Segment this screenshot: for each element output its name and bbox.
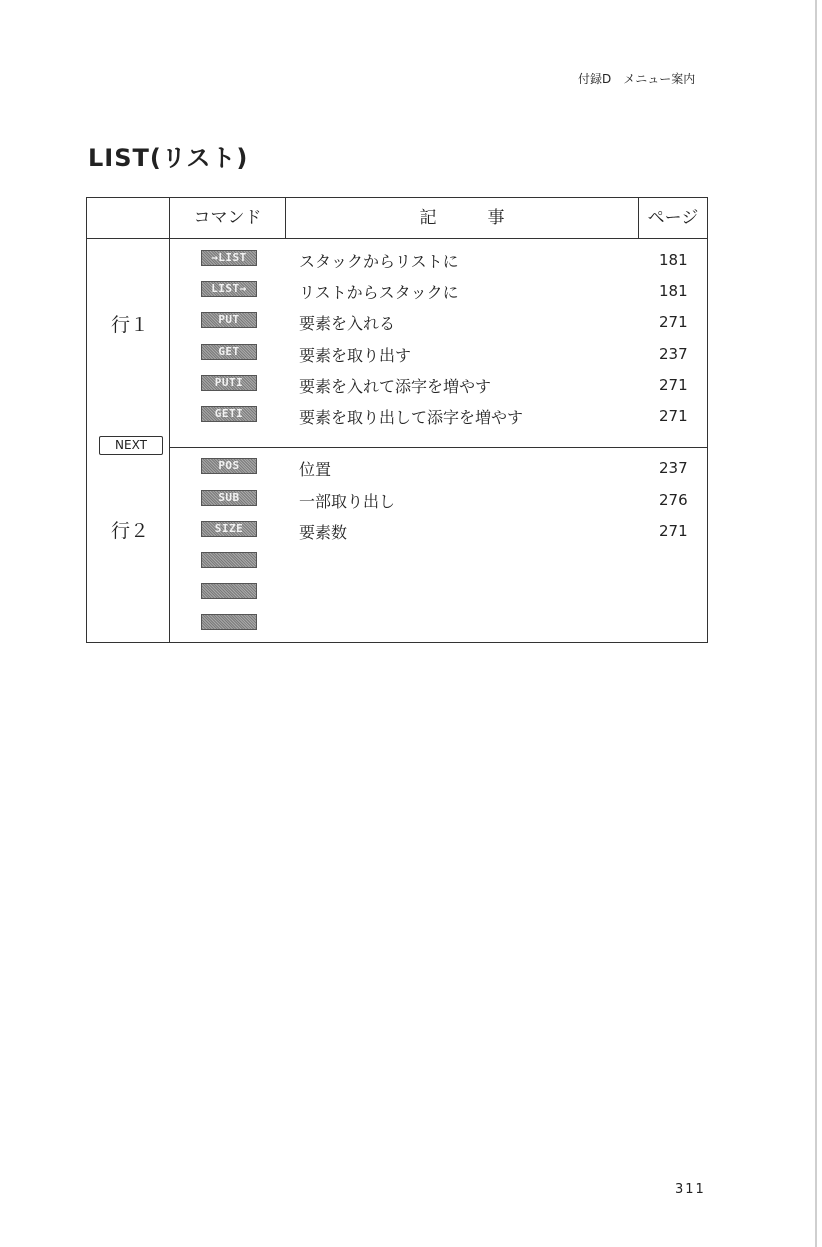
page-sub: 276 <box>659 491 688 509</box>
softkey-blank-3 <box>201 614 257 630</box>
desc-sub: 一部取り出し <box>299 492 396 511</box>
softkey-put: PUT <box>201 312 257 328</box>
softkey-size: SIZE <box>201 521 257 537</box>
desc-get: 要素を取り出す <box>299 346 412 365</box>
desc-size: 要素数 <box>299 523 348 542</box>
page-size: 271 <box>659 522 688 540</box>
softkey-puti: PUTI <box>201 375 257 391</box>
col-rule-1 <box>169 198 170 642</box>
softkey-sub: SUB <box>201 490 257 506</box>
desc-put: 要素を入れる <box>299 314 396 333</box>
page-number: 311 <box>675 1182 706 1197</box>
page-pos: 237 <box>659 459 688 477</box>
row-label-1: 行１ <box>111 314 150 336</box>
page-get: 237 <box>659 345 688 363</box>
page-title: LIST(リスト) <box>88 144 249 172</box>
page-put: 271 <box>659 313 688 331</box>
softkey-list-to: LIST→ <box>201 281 257 297</box>
running-header: 付録D メニュー案内 <box>578 72 696 86</box>
next-key: NEXT <box>99 436 163 455</box>
header-description: 記 事 <box>419 208 505 228</box>
softkey-to-list: →LIST <box>201 250 257 266</box>
group-rule <box>169 447 707 448</box>
desc-geti: 要素を取り出して添字を増やす <box>299 408 524 427</box>
header-rule <box>87 238 707 239</box>
desc-list-to: リストからスタックに <box>299 283 459 302</box>
page-to-list: 181 <box>659 251 688 269</box>
row-label-2: 行２ <box>111 520 150 542</box>
desc-pos: 位置 <box>299 460 332 479</box>
page-geti: 271 <box>659 407 688 425</box>
page-puti: 271 <box>659 376 688 394</box>
desc-puti: 要素を入れて添字を増やす <box>299 377 492 396</box>
header-page: ページ <box>647 208 699 228</box>
softkey-blank-1 <box>201 552 257 568</box>
softkey-blank-2 <box>201 583 257 599</box>
header-command: コマンド <box>193 208 262 228</box>
desc-to-list: スタックからリストに <box>299 252 459 271</box>
softkey-get: GET <box>201 344 257 360</box>
menu-table <box>86 197 708 643</box>
softkey-pos: POS <box>201 458 257 474</box>
softkey-geti: GETI <box>201 406 257 422</box>
page-list-to: 181 <box>659 282 688 300</box>
page-edge <box>815 0 817 1247</box>
